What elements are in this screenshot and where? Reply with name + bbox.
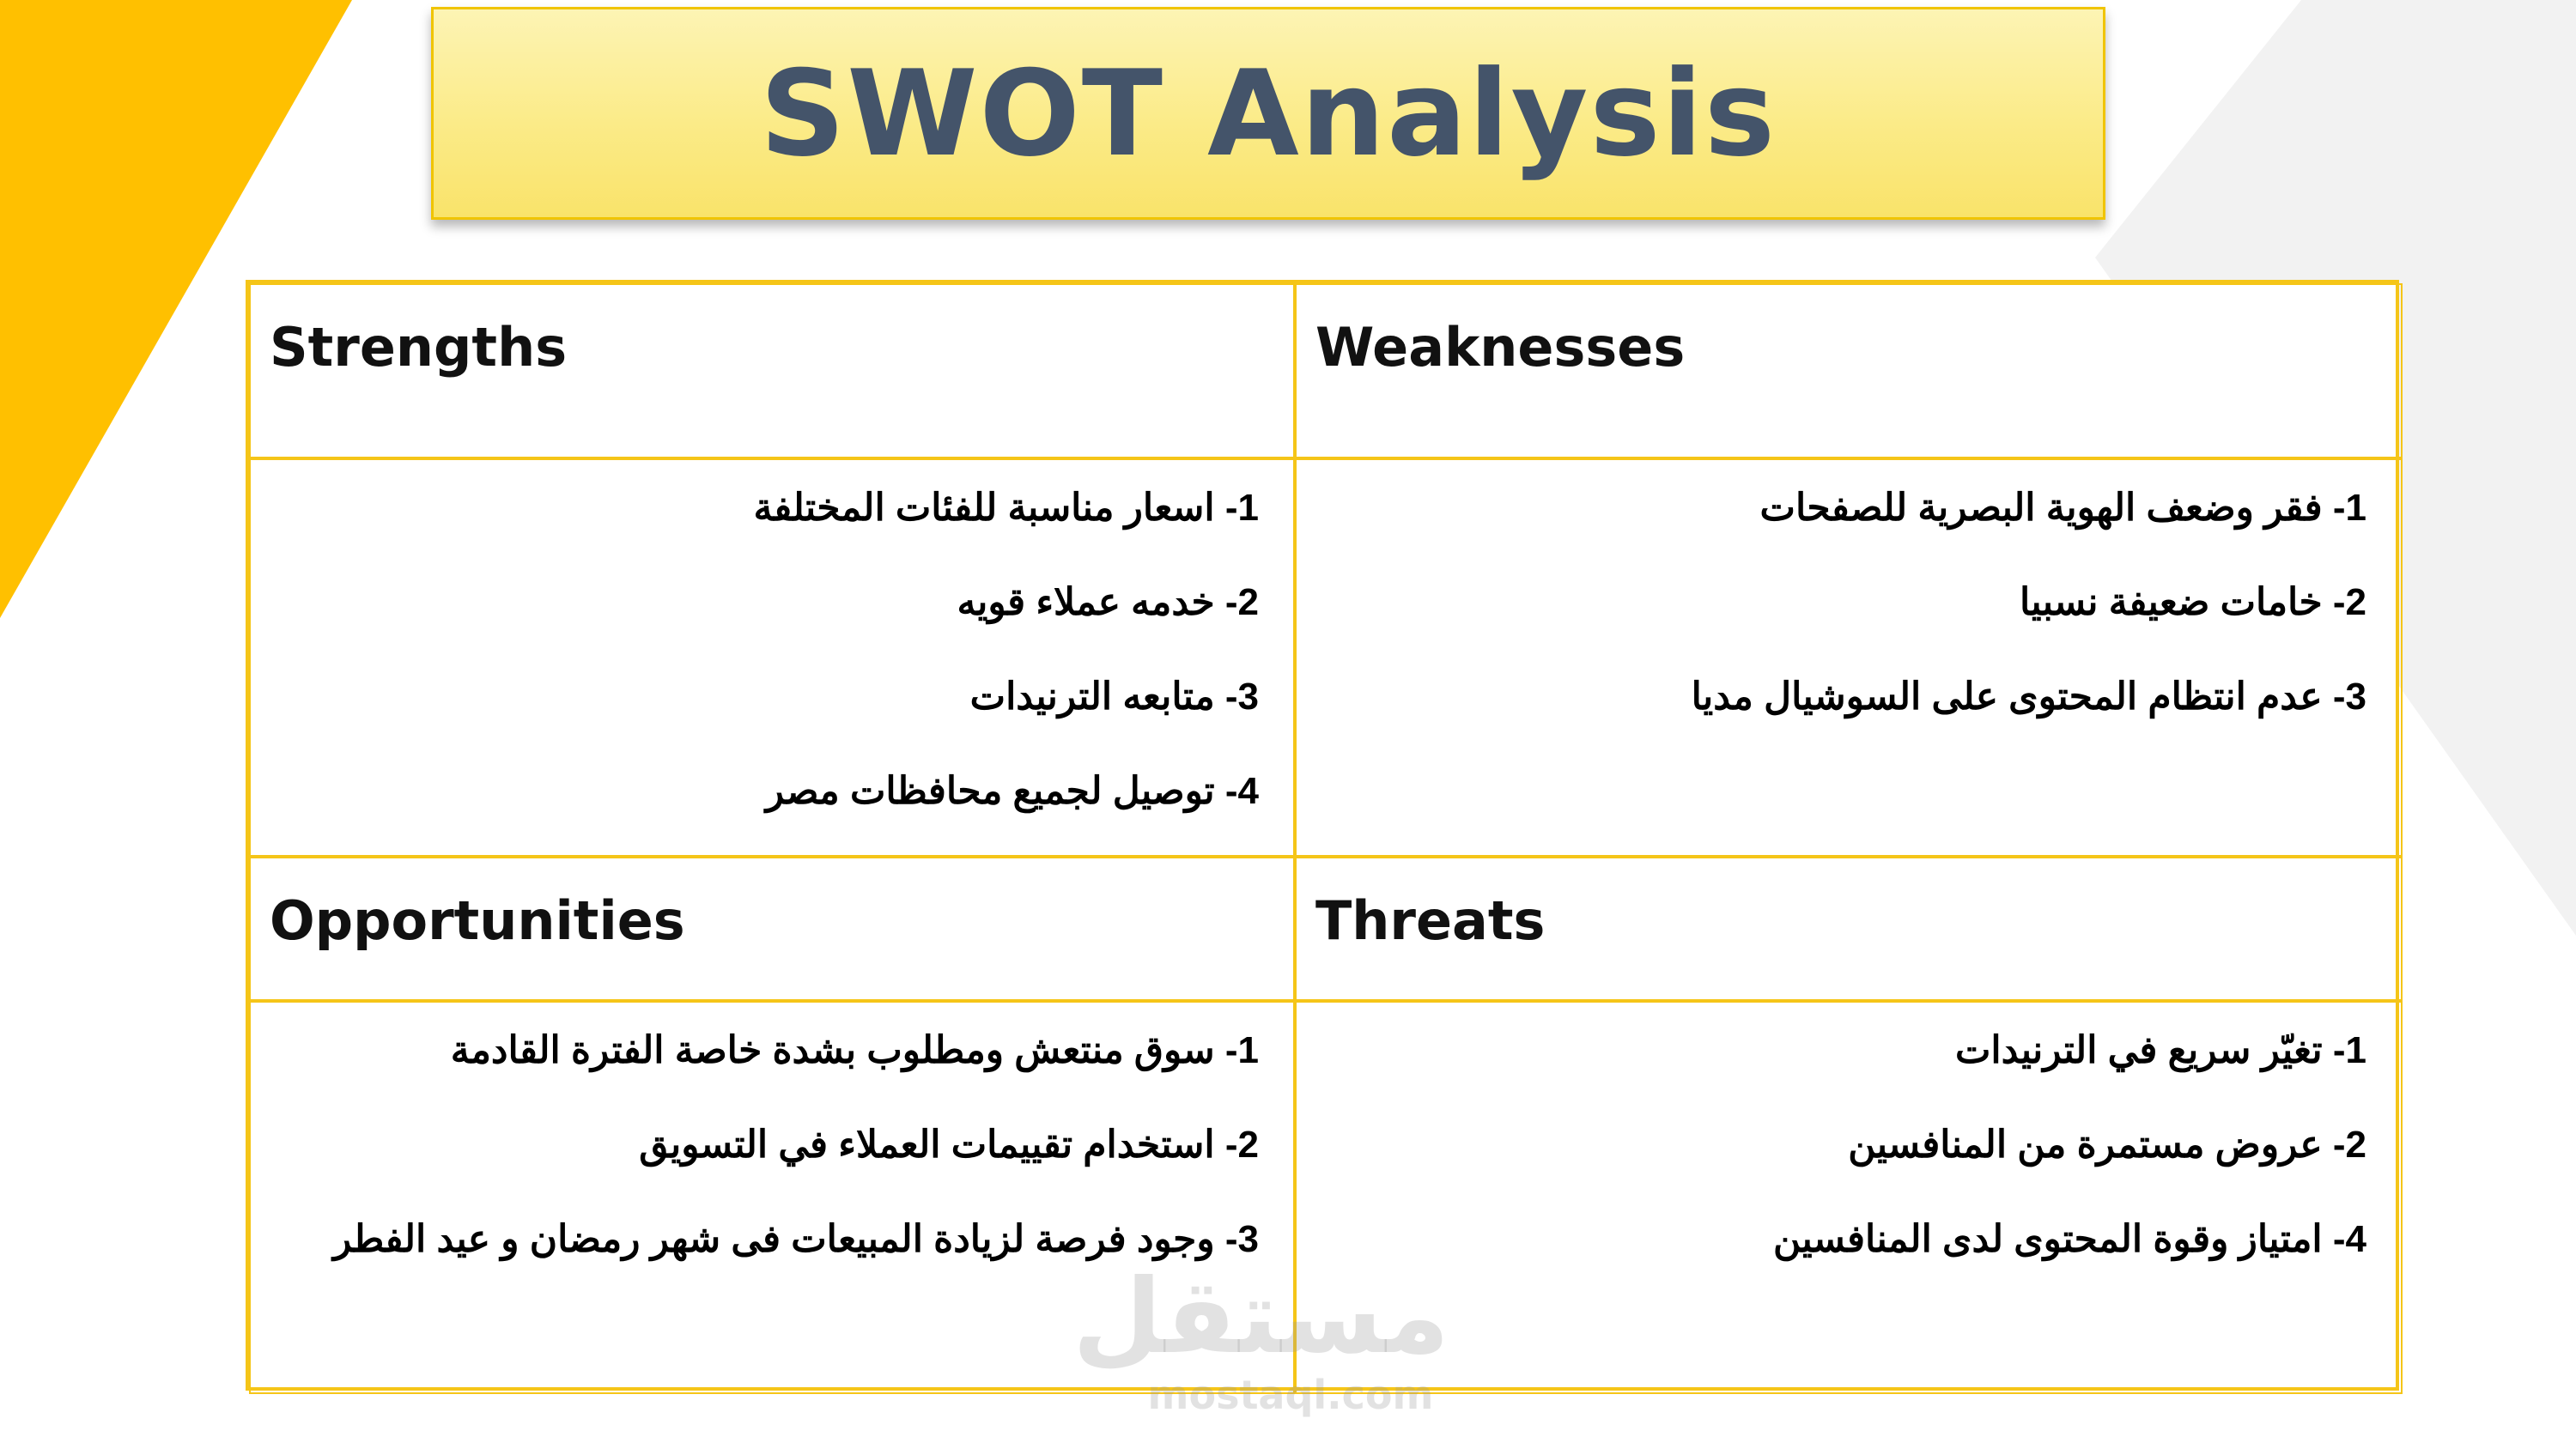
watermark-latin: mostaql.com xyxy=(1147,1372,1434,1418)
threats-heading: Threats xyxy=(1295,857,2403,1001)
strengths-item: 4- توصيل لجميع محافظات مصر xyxy=(765,770,1259,812)
weaknesses-cell xyxy=(1295,458,2403,857)
strengths-item: 2- خدمه عملاء قويه xyxy=(957,581,1259,623)
strengths-heading: Strengths xyxy=(249,283,1295,458)
swot-table xyxy=(246,280,2399,1391)
watermark-arabic: مستقل xyxy=(1072,1258,1449,1377)
strengths-item: 1- اسعار مناسبة للفئات المختلفة xyxy=(753,487,1259,529)
strengths-list xyxy=(251,460,1293,860)
page-title: SWOT Analysis xyxy=(759,44,1777,183)
threats-cell xyxy=(1295,1001,2403,1394)
threats-list xyxy=(1297,1003,2401,1308)
weaknesses-list xyxy=(1297,460,2401,766)
opportunities-item: 3- وجود فرصة لزيادة المبيعات فى شهر رمضان و عيد الفطر xyxy=(332,1218,1259,1260)
weaknesses-item: 2- خامات ضعيفة نسبيا xyxy=(2020,581,2366,623)
opportunities-heading: Opportunities xyxy=(249,857,1295,1001)
weaknesses-item: 3- عدم انتظام المحتوى على السوشيال مديا xyxy=(1691,676,2366,718)
opportunities-item: 2- استخدام تقييمات العملاء في التسويق xyxy=(639,1124,1259,1166)
threats-item: 1- تغيّر سريع في الترنيدات xyxy=(1954,1029,2366,1071)
weaknesses-item: 1- فقر وضعف الهوية البصرية للصفحات xyxy=(1759,487,2366,529)
title-banner xyxy=(431,7,2105,220)
opportunities-item: 1- سوق منتعش ومطلوب بشدة خاصة الفترة القادمة xyxy=(450,1029,1259,1071)
threats-item: 4- امتياز وقوة المحتوى لدى المنافسين xyxy=(1773,1218,2366,1260)
watermark xyxy=(1072,1258,1449,1425)
strengths-item: 3- متابعه الترنيدات xyxy=(969,676,1259,718)
weaknesses-heading: Weaknesses xyxy=(1295,283,2403,458)
threats-item: 2- عروض مستمرة من المنافسين xyxy=(1848,1124,2366,1166)
strengths-cell xyxy=(249,458,1295,857)
